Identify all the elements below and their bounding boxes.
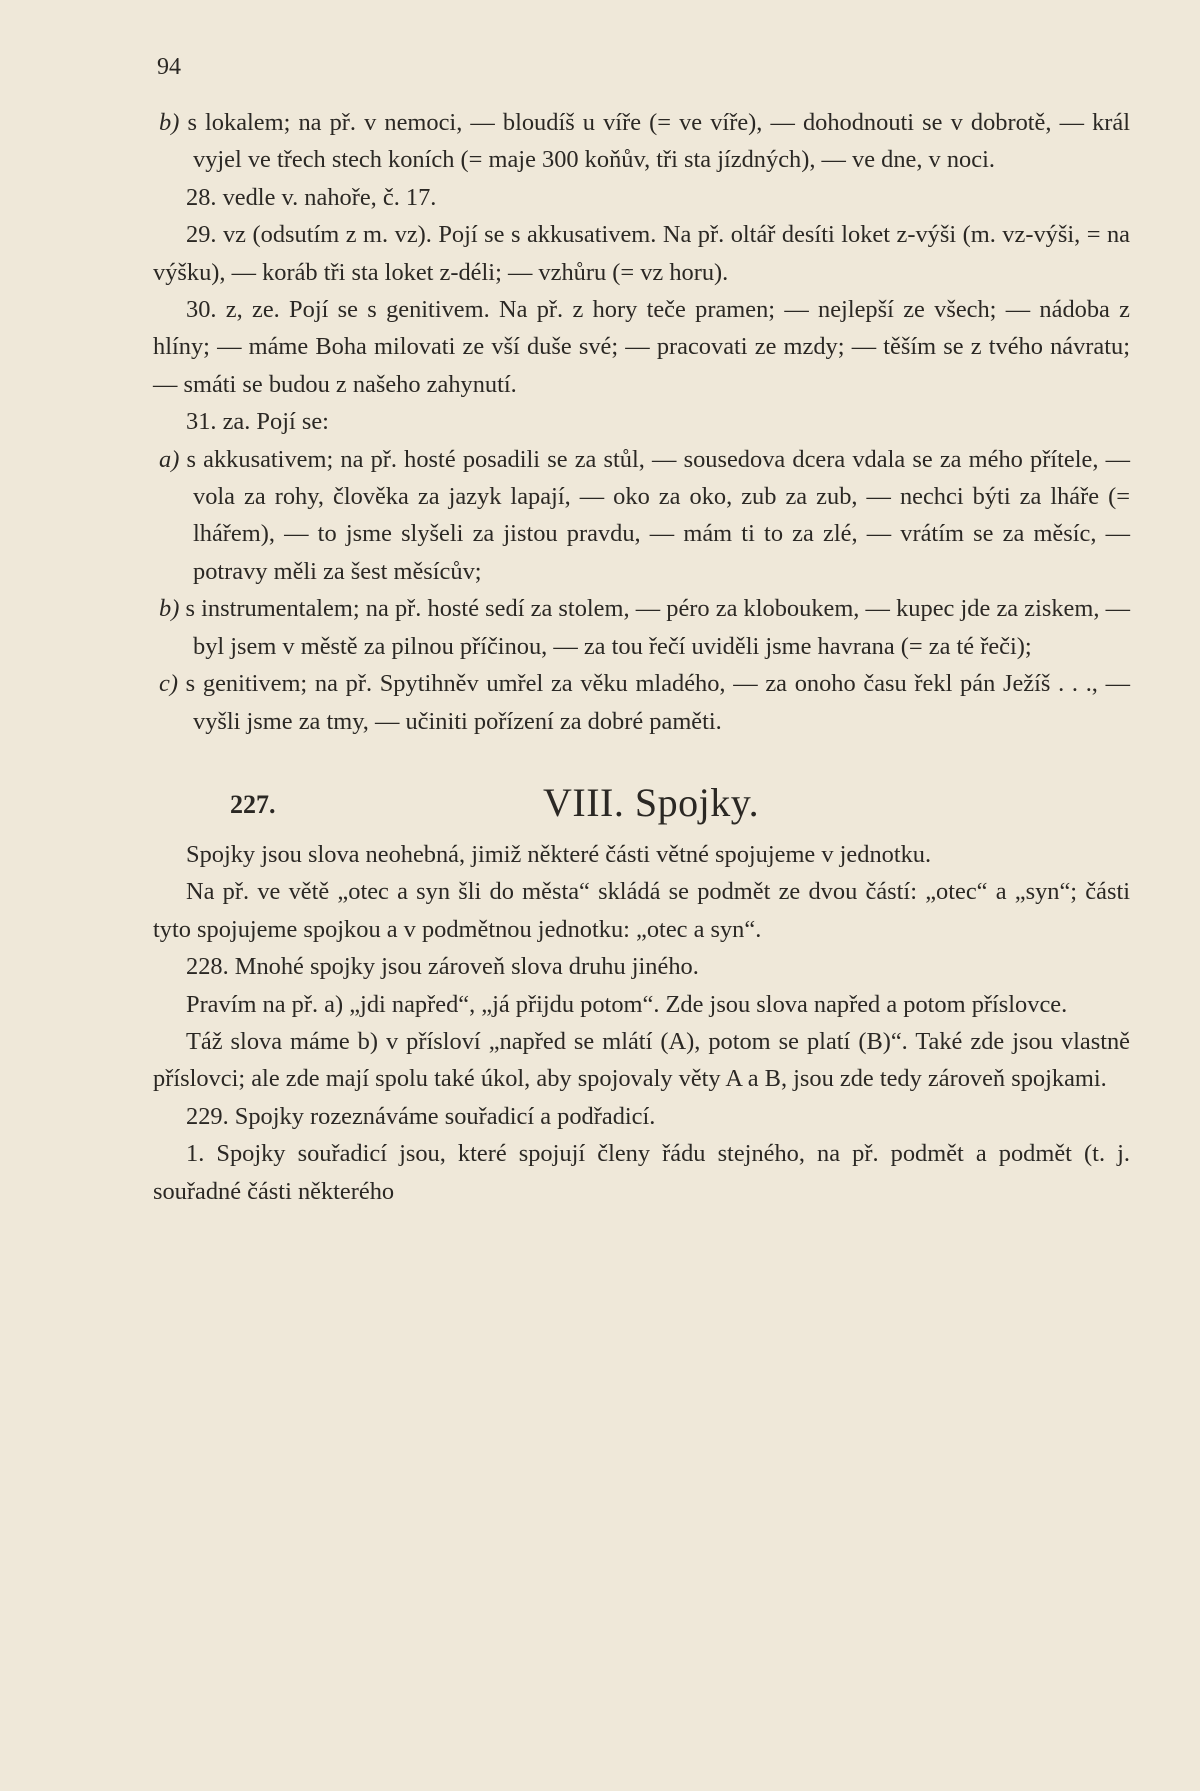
item-b-locative xyxy=(153,104,1130,179)
paragraph-229: 229. Spojky rozeznáváme souřadicí a podřadicí. xyxy=(186,1102,656,1130)
item-31c-label: c) xyxy=(159,670,178,698)
section-intro: Spojky jsou slova neohebná, jimiž některé části větné spojujeme v jednotku. xyxy=(186,840,932,868)
paragraph-228-example-2: Táž slova máme b) v přísloví „napřed se mlátí (A), potom se platí (B)“. Také zde jsou vlastně příslovci; ale zde mají spolu také úkol, aby spojovaly věty A a B, jsou zde tedy zároveň spojkami. xyxy=(153,1027,1130,1093)
section-number: 227. xyxy=(230,789,276,819)
paragraph-30: 30. z, ze. Pojí se s genitivem. Na př. z hory teče pramen; — nejlepší ze všech; — nádoba z hlíny; — máme Boha milovati ze vší duše své; — pracovati ze mzdy; — těším se z tvého návratu; — smáti se budou z našeho zahynutí. xyxy=(153,296,1130,398)
item-31a-label: a) xyxy=(159,445,180,473)
paragraph-28: 28. vedle v. nahoře, č. 17. xyxy=(186,183,437,211)
item-b-text: s lokalem; na př. v nemoci, — bloudíš u víře (= ve víře), — dohodnouti se v dobrotě, — král vyjel ve třech stech koních (= maje 300 koňův, tři sta jízdných), — ve dne, v noci. xyxy=(187,109,1130,174)
item-31a-text: s akkusativem; na př. hosté posadili se za stůl, — sousedova dcera vdala se za mého přítele, — vola za rohy, člověka za jazyk lapají, — oko za oko, zub za zub, — nechci býti za lháře (= lhářem), — to jsme slyšeli za jistou pravdu, — mám ti to za zlé, — vrátím se za měsíc, — potravy měli za šest měsícův; xyxy=(186,445,1130,585)
item-31c-text: s genitivem; na př. Spytihněv umřel za věku mladého, — za onoho času řekl pán Ježíš . . ., — vyšli jsme za tmy, — učiniti pořízení za dobré paměti. xyxy=(185,670,1130,735)
paragraph-229-1: 1. Spojky souřadicí jsou, které spojují členy řádu stejného, na př. podmět a podmět (t. j. souřadné části některého xyxy=(153,1140,1130,1205)
item-b-label: b) xyxy=(159,109,180,136)
item-31b-label: b) xyxy=(159,595,180,623)
section-title: VIII. Spojky. xyxy=(543,779,760,825)
paragraph-228-example-1: Pravím na př. a) „jdi napřed“, „já přijdu potom“. Zde jsou slova napřed a potom příslovce. xyxy=(186,990,1068,1018)
paragraph-31c xyxy=(153,665,1130,740)
section-example: Na př. ve větě „otec a syn šli do města“ skládá se podmět ze dvou částí: „otec“ a „syn“; části tyto spojujeme spojkou a v podmětnou jednotku: „otec a syn“. xyxy=(153,878,1130,943)
paragraph-31b xyxy=(153,590,1130,665)
paragraph-228: 228. Mnohé spojky jsou zároveň slova druhu jiného. xyxy=(186,953,699,981)
paragraph-31a xyxy=(153,441,1130,591)
item-31b-text: s instrumentalem; na př. hosté sedí za stolem, — péro za kloboukem, — kupec jde za ziskem, — byl jsem v městě za pilnou příčinou, — za tou řečí uviděli jsme havrana (= za té řeči); xyxy=(185,595,1130,660)
paragraph-29: 29. vz (odsutím z m. vz). Pojí se s akkusativem. Na př. oltář desíti loket z-výši (m. vz-výši, = na výšku), — koráb tři sta loket z-déli; — vzhůru (= vz horu). xyxy=(153,221,1130,286)
page-number: 94 xyxy=(157,54,181,80)
paragraph-31: 31. za. Pojí se: xyxy=(186,408,329,436)
section-heading xyxy=(153,774,1130,832)
